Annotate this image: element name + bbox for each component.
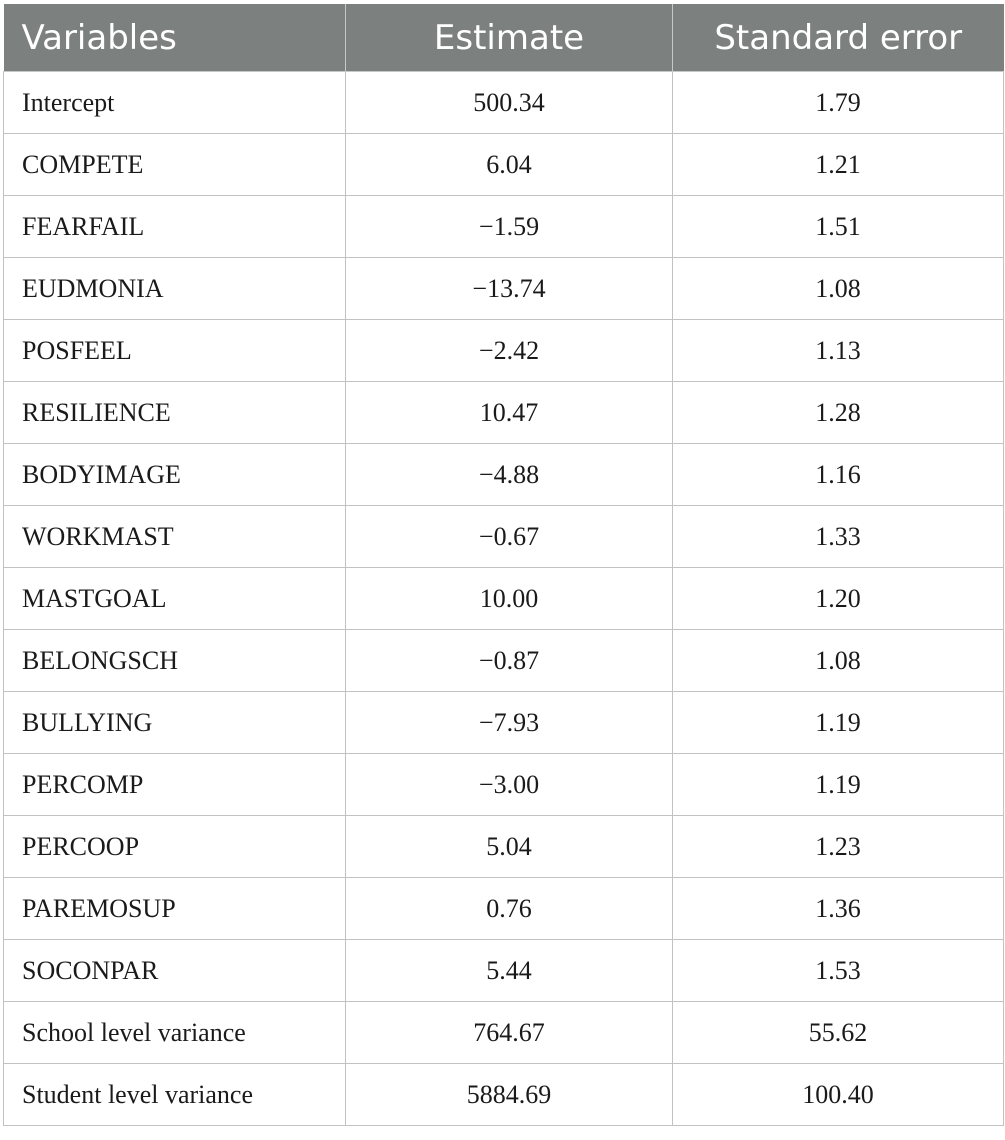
variable-cell: BELONGSCH	[4, 630, 346, 692]
estimate-cell: 5.44	[346, 940, 673, 1002]
variable-cell: EUDMONIA	[4, 258, 346, 320]
table-row	[4, 134, 1004, 196]
variable-cell: MASTGOAL	[4, 568, 346, 630]
variable-cell: Intercept	[4, 72, 346, 134]
estimate-cell: 0.76	[346, 878, 673, 940]
variable-cell: SOCONPAR	[4, 940, 346, 1002]
estimate-cell: −7.93	[346, 692, 673, 754]
header-row	[4, 4, 1004, 72]
standard-error-cell: 1.36	[673, 878, 1004, 940]
estimate-cell: 10.47	[346, 382, 673, 444]
standard-error-cell: 1.08	[673, 630, 1004, 692]
variable-cell: POSFEEL	[4, 320, 346, 382]
standard-error-cell: 1.19	[673, 754, 1004, 816]
variable-cell: FEARFAIL	[4, 196, 346, 258]
estimate-cell: 5884.69	[346, 1064, 673, 1126]
variable-cell: RESILIENCE	[4, 382, 346, 444]
standard-error-cell: 1.19	[673, 692, 1004, 754]
standard-error-cell: 1.51	[673, 196, 1004, 258]
estimate-cell: −2.42	[346, 320, 673, 382]
standard-error-cell: 55.62	[673, 1002, 1004, 1064]
standard-error-cell: 1.33	[673, 506, 1004, 568]
estimate-cell: 500.34	[346, 72, 673, 134]
estimate-cell: −4.88	[346, 444, 673, 506]
table-row	[4, 382, 1004, 444]
estimate-cell: 6.04	[346, 134, 673, 196]
estimate-cell: 5.04	[346, 816, 673, 878]
header-standard-error: Standard error	[673, 4, 1004, 72]
standard-error-cell: 1.16	[673, 444, 1004, 506]
variable-cell: BULLYING	[4, 692, 346, 754]
standard-error-cell: 1.21	[673, 134, 1004, 196]
variable-cell: COMPETE	[4, 134, 346, 196]
estimate-cell: 10.00	[346, 568, 673, 630]
header-estimate: Estimate	[346, 4, 673, 72]
table-row	[4, 320, 1004, 382]
estimate-cell: −0.87	[346, 630, 673, 692]
standard-error-cell: 1.23	[673, 816, 1004, 878]
standard-error-cell: 1.20	[673, 568, 1004, 630]
table-row	[4, 1002, 1004, 1064]
table-row	[4, 506, 1004, 568]
table-row	[4, 1064, 1004, 1126]
table-row	[4, 568, 1004, 630]
table-row	[4, 630, 1004, 692]
estimate-cell: −13.74	[346, 258, 673, 320]
standard-error-cell: 1.53	[673, 940, 1004, 1002]
table-row	[4, 692, 1004, 754]
estimate-cell: −1.59	[346, 196, 673, 258]
variable-cell: BODYIMAGE	[4, 444, 346, 506]
standard-error-cell: 1.28	[673, 382, 1004, 444]
variable-cell: PAREMOSUP	[4, 878, 346, 940]
table-row	[4, 878, 1004, 940]
estimate-cell: −0.67	[346, 506, 673, 568]
table-row	[4, 258, 1004, 320]
standard-error-cell: 1.79	[673, 72, 1004, 134]
regression-table	[3, 4, 1004, 1126]
estimate-cell: −3.00	[346, 754, 673, 816]
variable-cell: Student level variance	[4, 1064, 346, 1126]
table-header	[4, 4, 1004, 72]
variable-cell: WORKMAST	[4, 506, 346, 568]
table-body	[4, 72, 1004, 1126]
table-row	[4, 754, 1004, 816]
table-row	[4, 940, 1004, 1002]
table-row	[4, 444, 1004, 506]
estimate-cell: 764.67	[346, 1002, 673, 1064]
variable-cell: School level variance	[4, 1002, 346, 1064]
table-row	[4, 196, 1004, 258]
variable-cell: PERCOMP	[4, 754, 346, 816]
standard-error-cell: 1.08	[673, 258, 1004, 320]
table-row	[4, 816, 1004, 878]
standard-error-cell: 1.13	[673, 320, 1004, 382]
standard-error-cell: 100.40	[673, 1064, 1004, 1126]
variable-cell: PERCOOP	[4, 816, 346, 878]
header-variables: Variables	[4, 4, 346, 72]
table-row	[4, 72, 1004, 134]
